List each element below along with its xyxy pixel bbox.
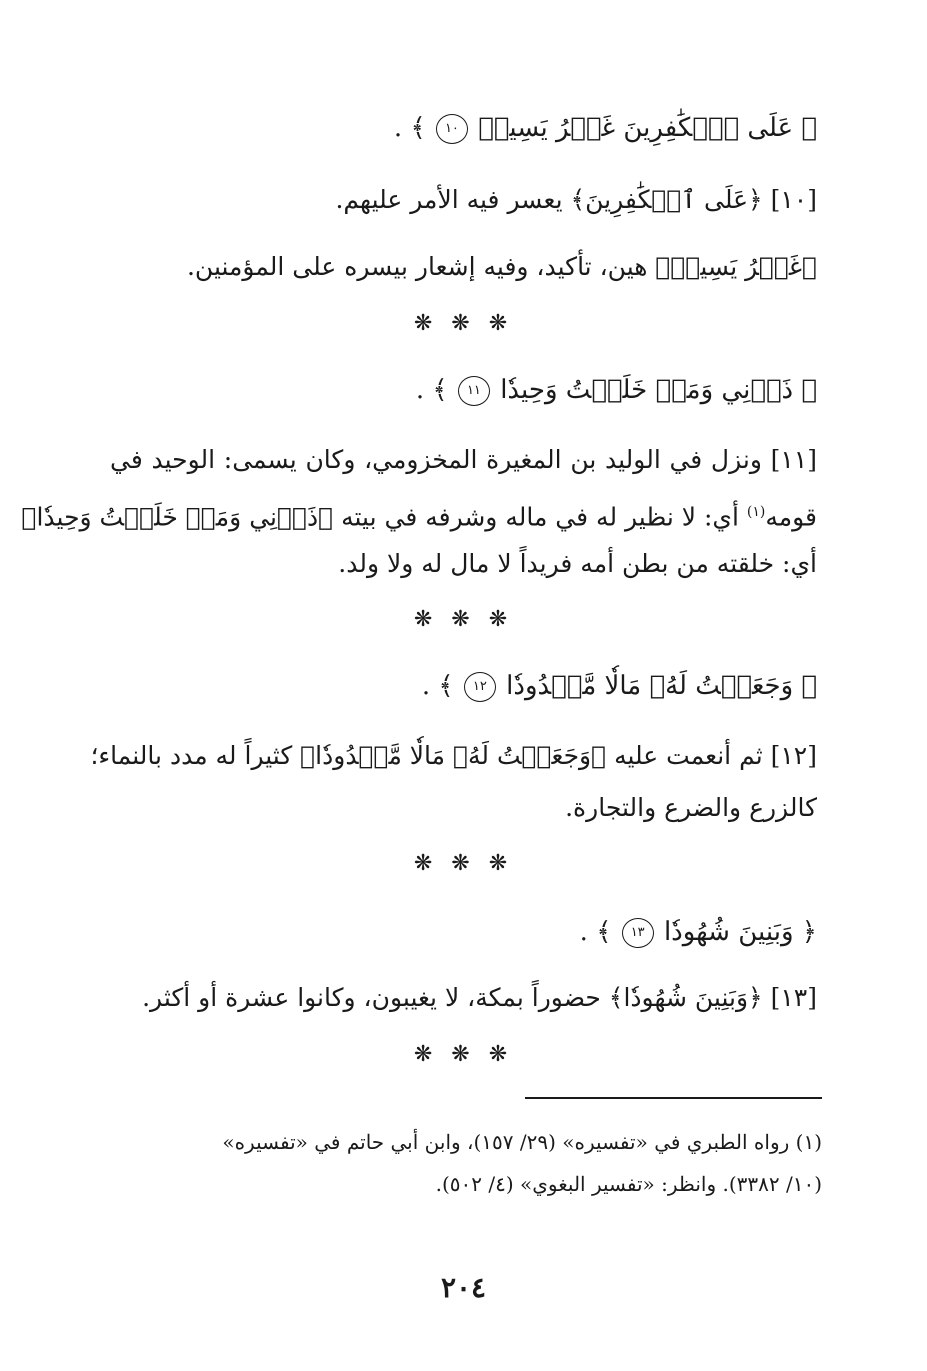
- verse-text: وَجَعَلۡتُ لَهُۥ مَالٗا مَّمۡدُودٗا: [506, 671, 794, 701]
- page-number: ٢٠٤: [440, 1271, 487, 1304]
- explanation-11-line-2-rest: أي: لا نظير له في ماله وشرفه في بيته ﴿ذَرۡنِي وَمَنۡ خَلَقۡتُ وَحِيدٗا﴾: [21, 502, 747, 532]
- ayah-number-marker: ١٢: [464, 672, 496, 702]
- verse-end-period: .: [579, 917, 588, 947]
- quran-bracket-close: ﴾: [596, 917, 612, 947]
- word-qawmihi: قومه: [765, 502, 817, 532]
- verse-text: وَبَنِينَ شُهُودٗا: [663, 917, 794, 947]
- quran-bracket-close: ﴾: [432, 375, 448, 405]
- section-separator: ❋ ❋ ❋: [413, 851, 514, 876]
- verse-10: [110, 108, 817, 148]
- section-separator: ❋ ❋ ❋: [413, 311, 514, 336]
- footnote-reference[interactable]: (١): [746, 504, 766, 520]
- quran-bracket-open: ﴿: [801, 671, 817, 701]
- footnote-line-1: (١) رواه الطبري في «تفسيره» (٢٩/ ١٥٧)، وابن أبي حاتم في «تفسيره»: [222, 1130, 822, 1154]
- explanation-11-line-1: [١١] ونزل في الوليد بن المغيرة المخزومي، وكان يسمى: الوحيد في: [110, 445, 817, 474]
- explanation-13-line-1: [١٣] ﴿وَبَنِينَ شُهُودٗا﴾ حضوراً بمكة، لا يغيبون، وكانوا عشرة أو أكثر.: [142, 983, 817, 1012]
- quran-bracket-open: ﴿: [801, 375, 817, 405]
- explanation-11-line-2: [21, 492, 817, 537]
- verse-end-period: .: [393, 113, 403, 143]
- verse-text: ذَرۡنِي وَمَنۡ خَلَقۡتُ وَحِيدٗا: [500, 375, 794, 405]
- section-separator: ❋ ❋ ❋: [413, 607, 514, 632]
- quran-bracket-open: ﴿: [801, 917, 817, 947]
- ayah-number-marker: ١٣: [622, 918, 654, 948]
- ayah-number-marker: ١٠: [436, 114, 468, 144]
- explanation-10-line-1: [١٠] ﴿عَلَى ٱلۡكَٰفِرِينَ﴾ يعسر فيه الأمر عليهم.: [335, 185, 817, 214]
- explanation-12-line-2: كالزرع والضرع والتجارة.: [565, 793, 817, 822]
- verse-12: [110, 666, 817, 706]
- explanation-12-line-1: [١٢] ثم أنعمت عليه ﴿وَجَعَلۡتُ لَهُۥ مَالٗا مَّمۡدُودٗا﴾ كثيراً له مدد بالنماء؛: [90, 741, 817, 770]
- section-separator: ❋ ❋ ❋: [413, 1042, 514, 1067]
- footnote-line-2: (١٠/ ٣٣٨٢). وانظر: «تفسير البغوي» (٤/ ٥٠٢).: [435, 1172, 822, 1196]
- verse-11: [110, 370, 817, 410]
- ayah-number-marker: ١١: [458, 376, 490, 406]
- quran-bracket-open: ﴿: [801, 113, 817, 143]
- verse-13: [110, 912, 817, 952]
- explanation-10-line-2: ﴿غَيۡرُ يَسِيرٖ﴾ هين، تأكيد، وفيه إشعار بيسره على المؤمنين.: [186, 252, 817, 281]
- explanation-11-line-3: أي: خلقته من بطن أمه فريداً لا مال له ولا ولد.: [338, 549, 817, 578]
- quran-bracket-close: ﴾: [410, 113, 426, 143]
- quran-bracket-close: ﴾: [438, 671, 454, 701]
- verse-text: عَلَى ٱلۡكَٰفِرِينَ غَيۡرُ يَسِيرٖ: [478, 113, 794, 143]
- verse-end-period: .: [415, 375, 425, 405]
- footnote-divider: [525, 1097, 822, 1099]
- verse-end-period: .: [421, 671, 431, 701]
